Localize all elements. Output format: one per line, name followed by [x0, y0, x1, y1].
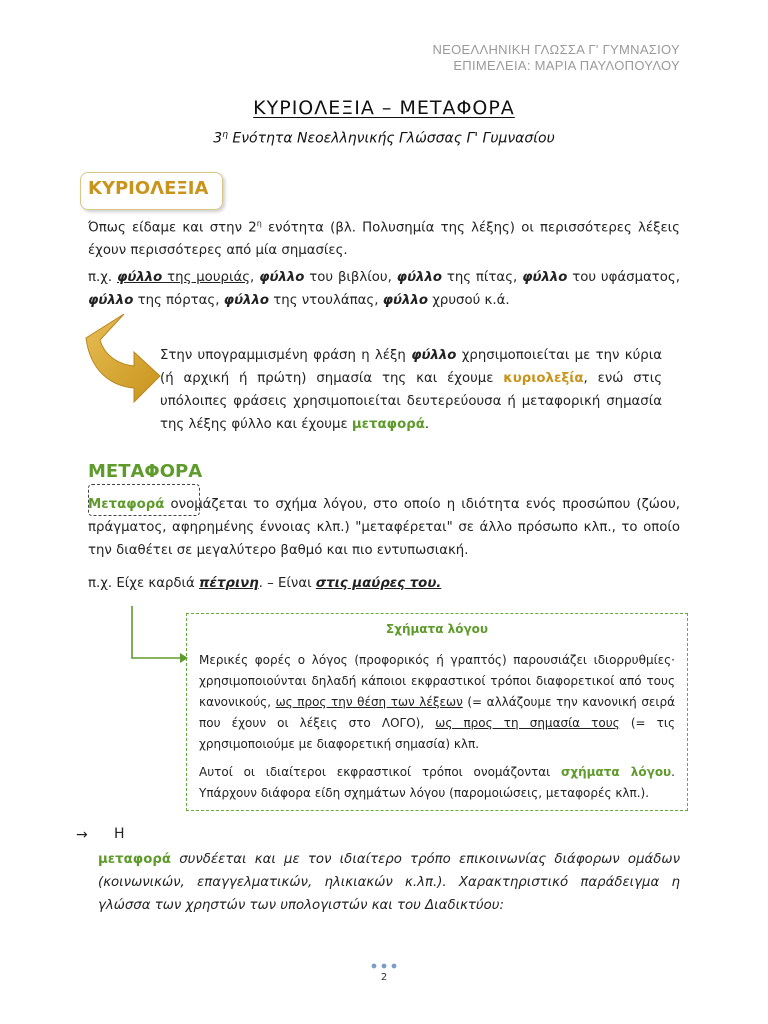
kyriolexia-note: Στην υπογραμμισμένη φράση η λέξη φύλλο χρησιμοποιείται με την κύρια (ή αρχική ή πρώτη) σημασία της και έχουμε κυριολεξία, ενώ στις υπόλοιπες φράσεις χρησιμοποιείται δευτερεύουσα ή μεταφορική σημασία της λέξης φύλλο και έχουμε μεταφορά. — [160, 348, 662, 432]
right-arrow-icon: → — [76, 827, 88, 843]
paragraph-start-letter: Η — [114, 826, 125, 842]
curved-arrow-icon — [84, 312, 164, 404]
intro-paragraph: Όπως είδαμε και στην $2^\eta$ ενότητα (βλ. Πολυσημία της λέξης) οι περισσότερες λέξεις έχουν περισσότερες από μία σημασίες. — [88, 219, 680, 259]
figures-of-speech-box — [186, 613, 688, 811]
box-paragraph-2: Αυτοί οι ιδιαίτεροι εκφραστικοί τρόποι ονομάζονται σχήματα λόγου. Υπάρχουν διάφορα είδη σχημάτων λόγου (παρομοιώσεις, μεταφορές κλπ.). — [199, 765, 675, 800]
definition-paragraph: Μεταφορά ονομάζεται το σχήμα λόγου, στο οποίο η ιδιότητα ενός προσώπου (ζώου, πράγματος, αφηρημένης έννοιας κλπ.) "μεταφέρεται" σε άλλο πρόσωπο κλπ., το οποίο την διαθέτει σε μεγαλύτερο βαθμό και πιο εντυπωσιακή. — [88, 497, 680, 558]
header-line-1: ΝΕΟΕΛΛΗΝΙΚΗ ΓΛΩΣΣΑ Γ' ΓΥΜΝΑΣΙΟΥ — [432, 42, 680, 57]
section-heading-kyriolexia: ΚΥΡΙΟΛΕΞΙΑ — [88, 178, 209, 199]
page-number: 2 — [380, 972, 388, 983]
examples-paragraph: π.χ. φύλλο της μουριάς, φύλλο του βιβλίου, φύλλο της πίτας, φύλλο του υφάσματος, φύλλο της πόρτας, φύλλο της ντουλάπας, φύλλο χρυσού κ.ά. — [88, 270, 680, 308]
box-title: Σχήματα λόγου — [386, 622, 488, 636]
document-subtitle: $3^\eta$ Ενότητα Νεοελληνικής Γλώσσας Γ' Γυμνασίου — [213, 130, 555, 147]
page-header — [432, 42, 680, 74]
section-heading-metafora: ΜΕΤΑΦΟΡΑ — [88, 461, 203, 482]
elbow-arrow-icon — [124, 604, 190, 666]
box-paragraph-1: Μερικές φορές ο λόγος (προφορικός ή γραπτός) παρουσιάζει ιδιορρυθμίες· χρησιμοποιούνται δηλαδή κάποιοι εκφραστικοί τρόποι διαφορετικοί από τους κανονικούς, ως προς την θέση των λέξεων (= αλλάζουμε την κανονική σειρά που έχουν οι λέξεις στο ΛΟΓΟ), ως προς τη σημασία τους (= τις χρησιμοποιούμε με διαφορετική σημασία) κλπ. — [199, 653, 675, 751]
metafora-examples: π.χ. Είχε καρδιά πέτρινη. – Είναι στις μαύρες του. — [88, 576, 442, 591]
page-dots-icon — [370, 962, 398, 970]
closing-paragraph: μεταφορά συνδέεται και με τον ιδιαίτερο τρόπο επικοινωνίας διάφορων ομάδων (κοινωνικών, επαγγελματικών, ηλικιακών κ.λπ.). Χαρακτηριστικό παράδειγμα η γλώσσα των χρηστών των υπολογιστών και του Διαδικτύου: — [98, 852, 680, 913]
header-line-2: ΕΠΙΜΕΛΕΙΑ: ΜΑΡΙΑ ΠΑΥΛΟΠΟΥΛΟΥ — [453, 58, 680, 73]
document-title: ΚΥΡΙΟΛΕΞΙΑ – ΜΕΤΑΦΟΡΑ — [253, 97, 515, 119]
